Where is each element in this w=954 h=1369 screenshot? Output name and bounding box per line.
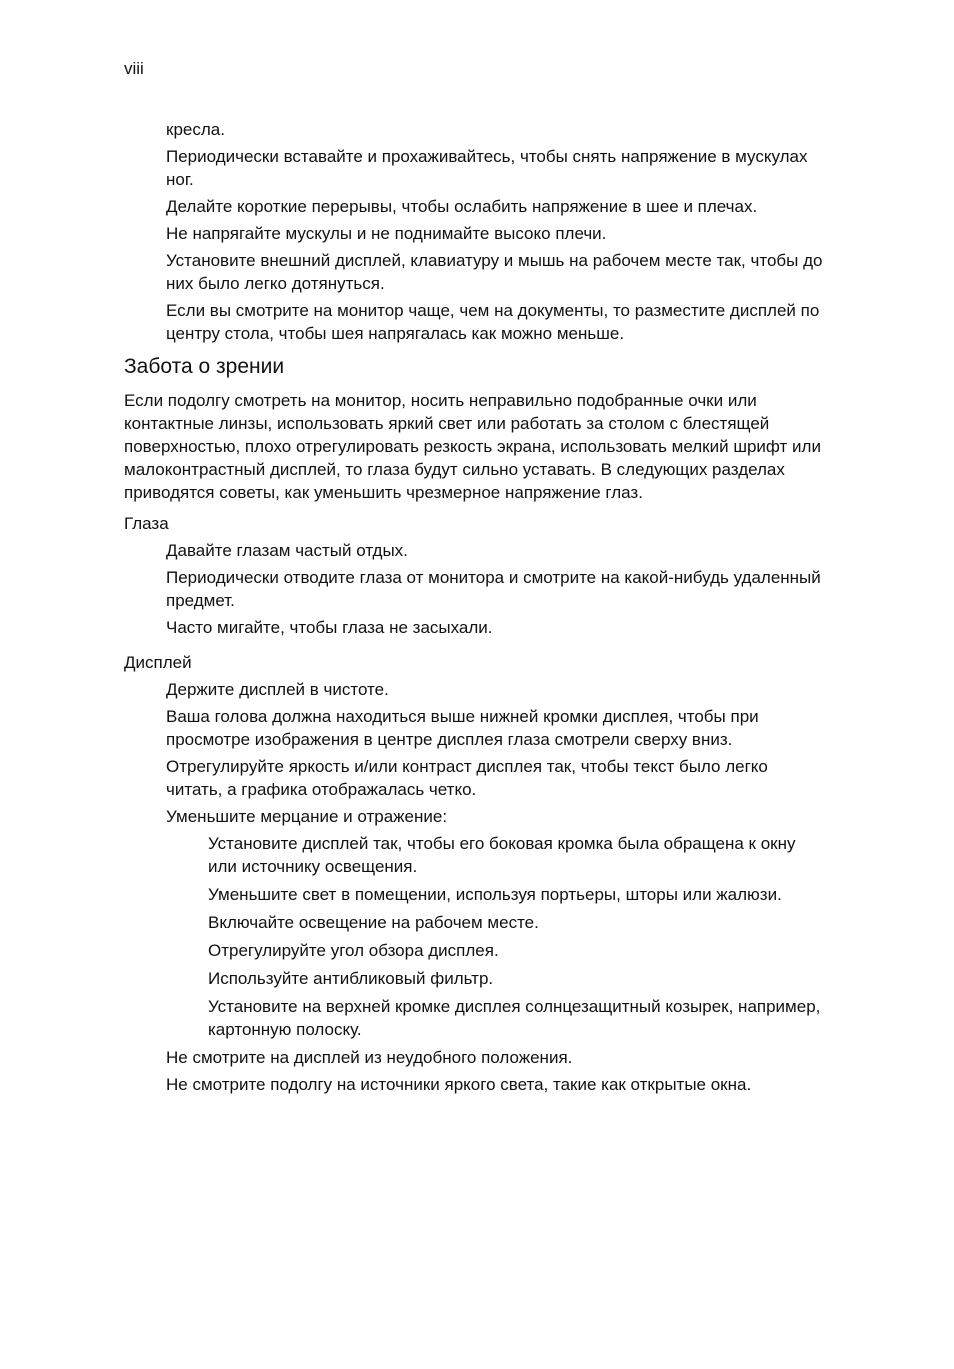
list-item: Ваша голова должна находиться выше нижней кромки дисплея, чтобы при просмотре изображения в центре дисплея глаза смотрели сверху вниз.: [166, 707, 759, 749]
list-item: Если вы смотрите на монитор чаще, чем на документы, то разместите дисплей по центру стола, чтобы шея напрягалась как можно меньше.: [166, 301, 820, 343]
list-item: кресла.: [166, 120, 225, 139]
sub-list-item: Включайте освещение на рабочем месте.: [208, 913, 539, 932]
page-number: viii: [124, 59, 144, 78]
subheading-display: Дисплей: [124, 653, 192, 672]
subheading-eyes: Глаза: [124, 514, 169, 533]
page-content: [124, 118, 824, 1100]
list-item: Часто мигайте, чтобы глаза не засыхали.: [166, 618, 493, 637]
list-item: Периодически отводите глаза от монитора и смотрите на какой-нибудь удаленный предмет.: [166, 568, 821, 610]
list-item: Делайте короткие перерывы, чтобы ослабить напряжение в шее и плечах.: [166, 197, 758, 216]
list-item: Давайте глазам частый отдых.: [166, 541, 408, 560]
eye-care-paragraph: Если подолгу смотреть на монитор, носить неправильно подобранные очки или контактные линзы, использовать яркий свет или работать за столом с блестящей поверхностью, плохо отрегулировать резкость экрана, использовать мелкий шрифт или малоконтрастный дисплей, то глаза будут сильно уставать. В следующих разделах приводятся советы, как уменьшить чрезмерное напряжение глаз.: [124, 391, 821, 502]
list-item: Уменьшите мерцание и отражение:: [166, 807, 448, 826]
sub-list-item: Уменьшите свет в помещении, используя портьеры, шторы или жалюзи.: [208, 885, 782, 904]
sub-list-item: Установите на верхней кромке дисплея солнцезащитный козырек, например, картонную полоску.: [208, 997, 821, 1039]
sub-list-item: Установите дисплей так, чтобы его боковая кромка была обращена к окну или источнику освещения.: [208, 834, 796, 876]
list-item: Периодически вставайте и прохаживайтесь, чтобы снять напряжение в мускулах ног.: [166, 147, 808, 189]
list-item: Не напрягайте мускулы и не поднимайте высоко плечи.: [166, 224, 607, 243]
list-item: Держите дисплей в чистоте.: [166, 680, 389, 699]
sub-list-item: Используйте антибликовый фильтр.: [208, 969, 494, 988]
sub-list-item: Отрегулируйте угол обзора дисплея.: [208, 941, 499, 960]
list-item: Отрегулируйте яркость и/или контраст дисплея так, чтобы текст было легко читать, а графика отображалась четко.: [166, 757, 768, 799]
list-item: Не смотрите на дисплей из неудобного положения.: [166, 1048, 573, 1067]
list-item: Не смотрите подолгу на источники яркого света, такие как открытые окна.: [166, 1075, 752, 1094]
list-item: Установите внешний дисплей, клавиатуру и мышь на рабочем месте так, чтобы до них было легко дотянуться.: [166, 251, 823, 293]
section-heading-eye-care: Забота о зрении: [124, 355, 285, 378]
